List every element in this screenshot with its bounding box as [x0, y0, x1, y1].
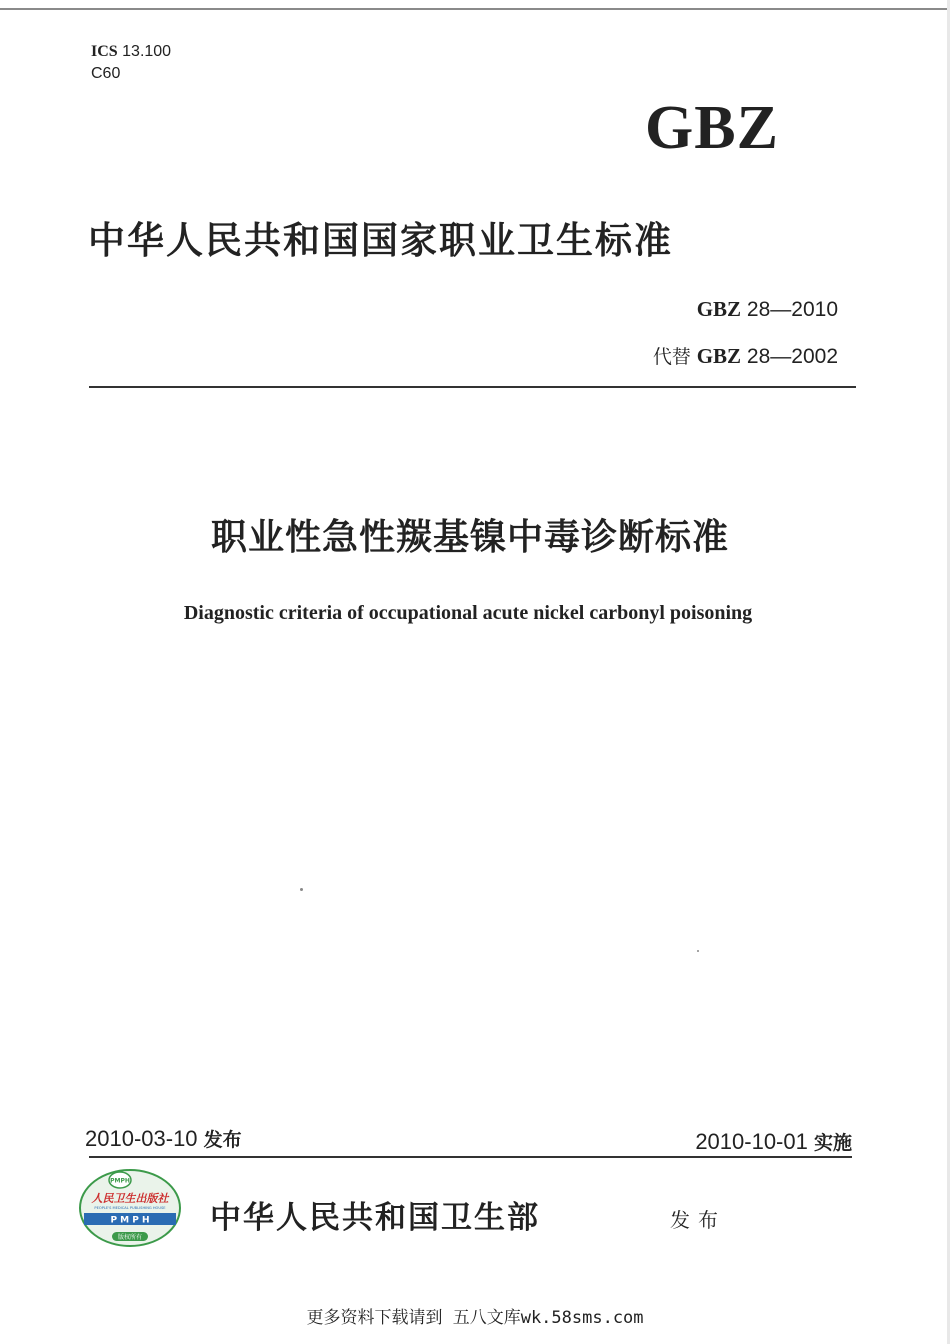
- logo-badge-text: 版权所有: [117, 1234, 143, 1241]
- standard-number-label: GBZ: [696, 297, 742, 321]
- issue-date: [85, 1124, 242, 1155]
- replaces-value: 28—2002: [746, 345, 838, 368]
- logo-band-text: P M P H: [110, 1215, 150, 1226]
- ics-value: 13.100: [122, 43, 172, 60]
- standard-number-value: 28—2010: [746, 298, 838, 321]
- replaces-prefix: 代替: [652, 346, 691, 368]
- replaces-standard: [653, 342, 838, 371]
- issue-date-value: 2010-03-10: [85, 1126, 198, 1151]
- header-divider: [89, 386, 856, 388]
- replaces-label: GBZ: [696, 344, 742, 368]
- scan-speck: [300, 888, 303, 891]
- ccs-code: C60: [91, 65, 121, 82]
- standard-number: [697, 295, 838, 324]
- issue-date-label: 发布: [203, 1129, 242, 1151]
- publisher-logo: [78, 1168, 182, 1248]
- logo-top-text: 人民卫生出版社: [91, 1192, 169, 1205]
- document-title-en: Diagnostic criteria of occupational acute nickel carbonyl poisoning: [183, 602, 753, 624]
- footer-divider: [89, 1156, 852, 1158]
- implementation-date: [695, 1127, 852, 1158]
- scan-speck: [697, 950, 699, 952]
- impl-date-value: 2010-10-01: [695, 1129, 808, 1154]
- issuing-authority: 中华人民共和国卫生部: [210, 1200, 540, 1236]
- logo-sub-text: PEOPLE'S MEDICAL PUBLISHING HOUSE: [94, 1206, 166, 1210]
- logo-seal-text: PMPH: [110, 1177, 130, 1185]
- ics-code: [91, 41, 171, 63]
- classification-codes: [91, 41, 171, 85]
- top-border: [0, 8, 950, 10]
- issuer-action: 发布: [670, 1208, 726, 1232]
- org-title: 中华人民共和国国家职业卫生标准: [88, 218, 673, 262]
- document-title-cn: 职业性急性羰基镍中毒诊断标准: [210, 517, 729, 558]
- gbz-mark: GBZ: [645, 94, 779, 162]
- footer-note: 更多资料下载请到 五八文库wk.58sms.com: [306, 1308, 644, 1328]
- impl-date-label: 实施: [813, 1132, 852, 1154]
- ics-label: ICS: [91, 43, 118, 60]
